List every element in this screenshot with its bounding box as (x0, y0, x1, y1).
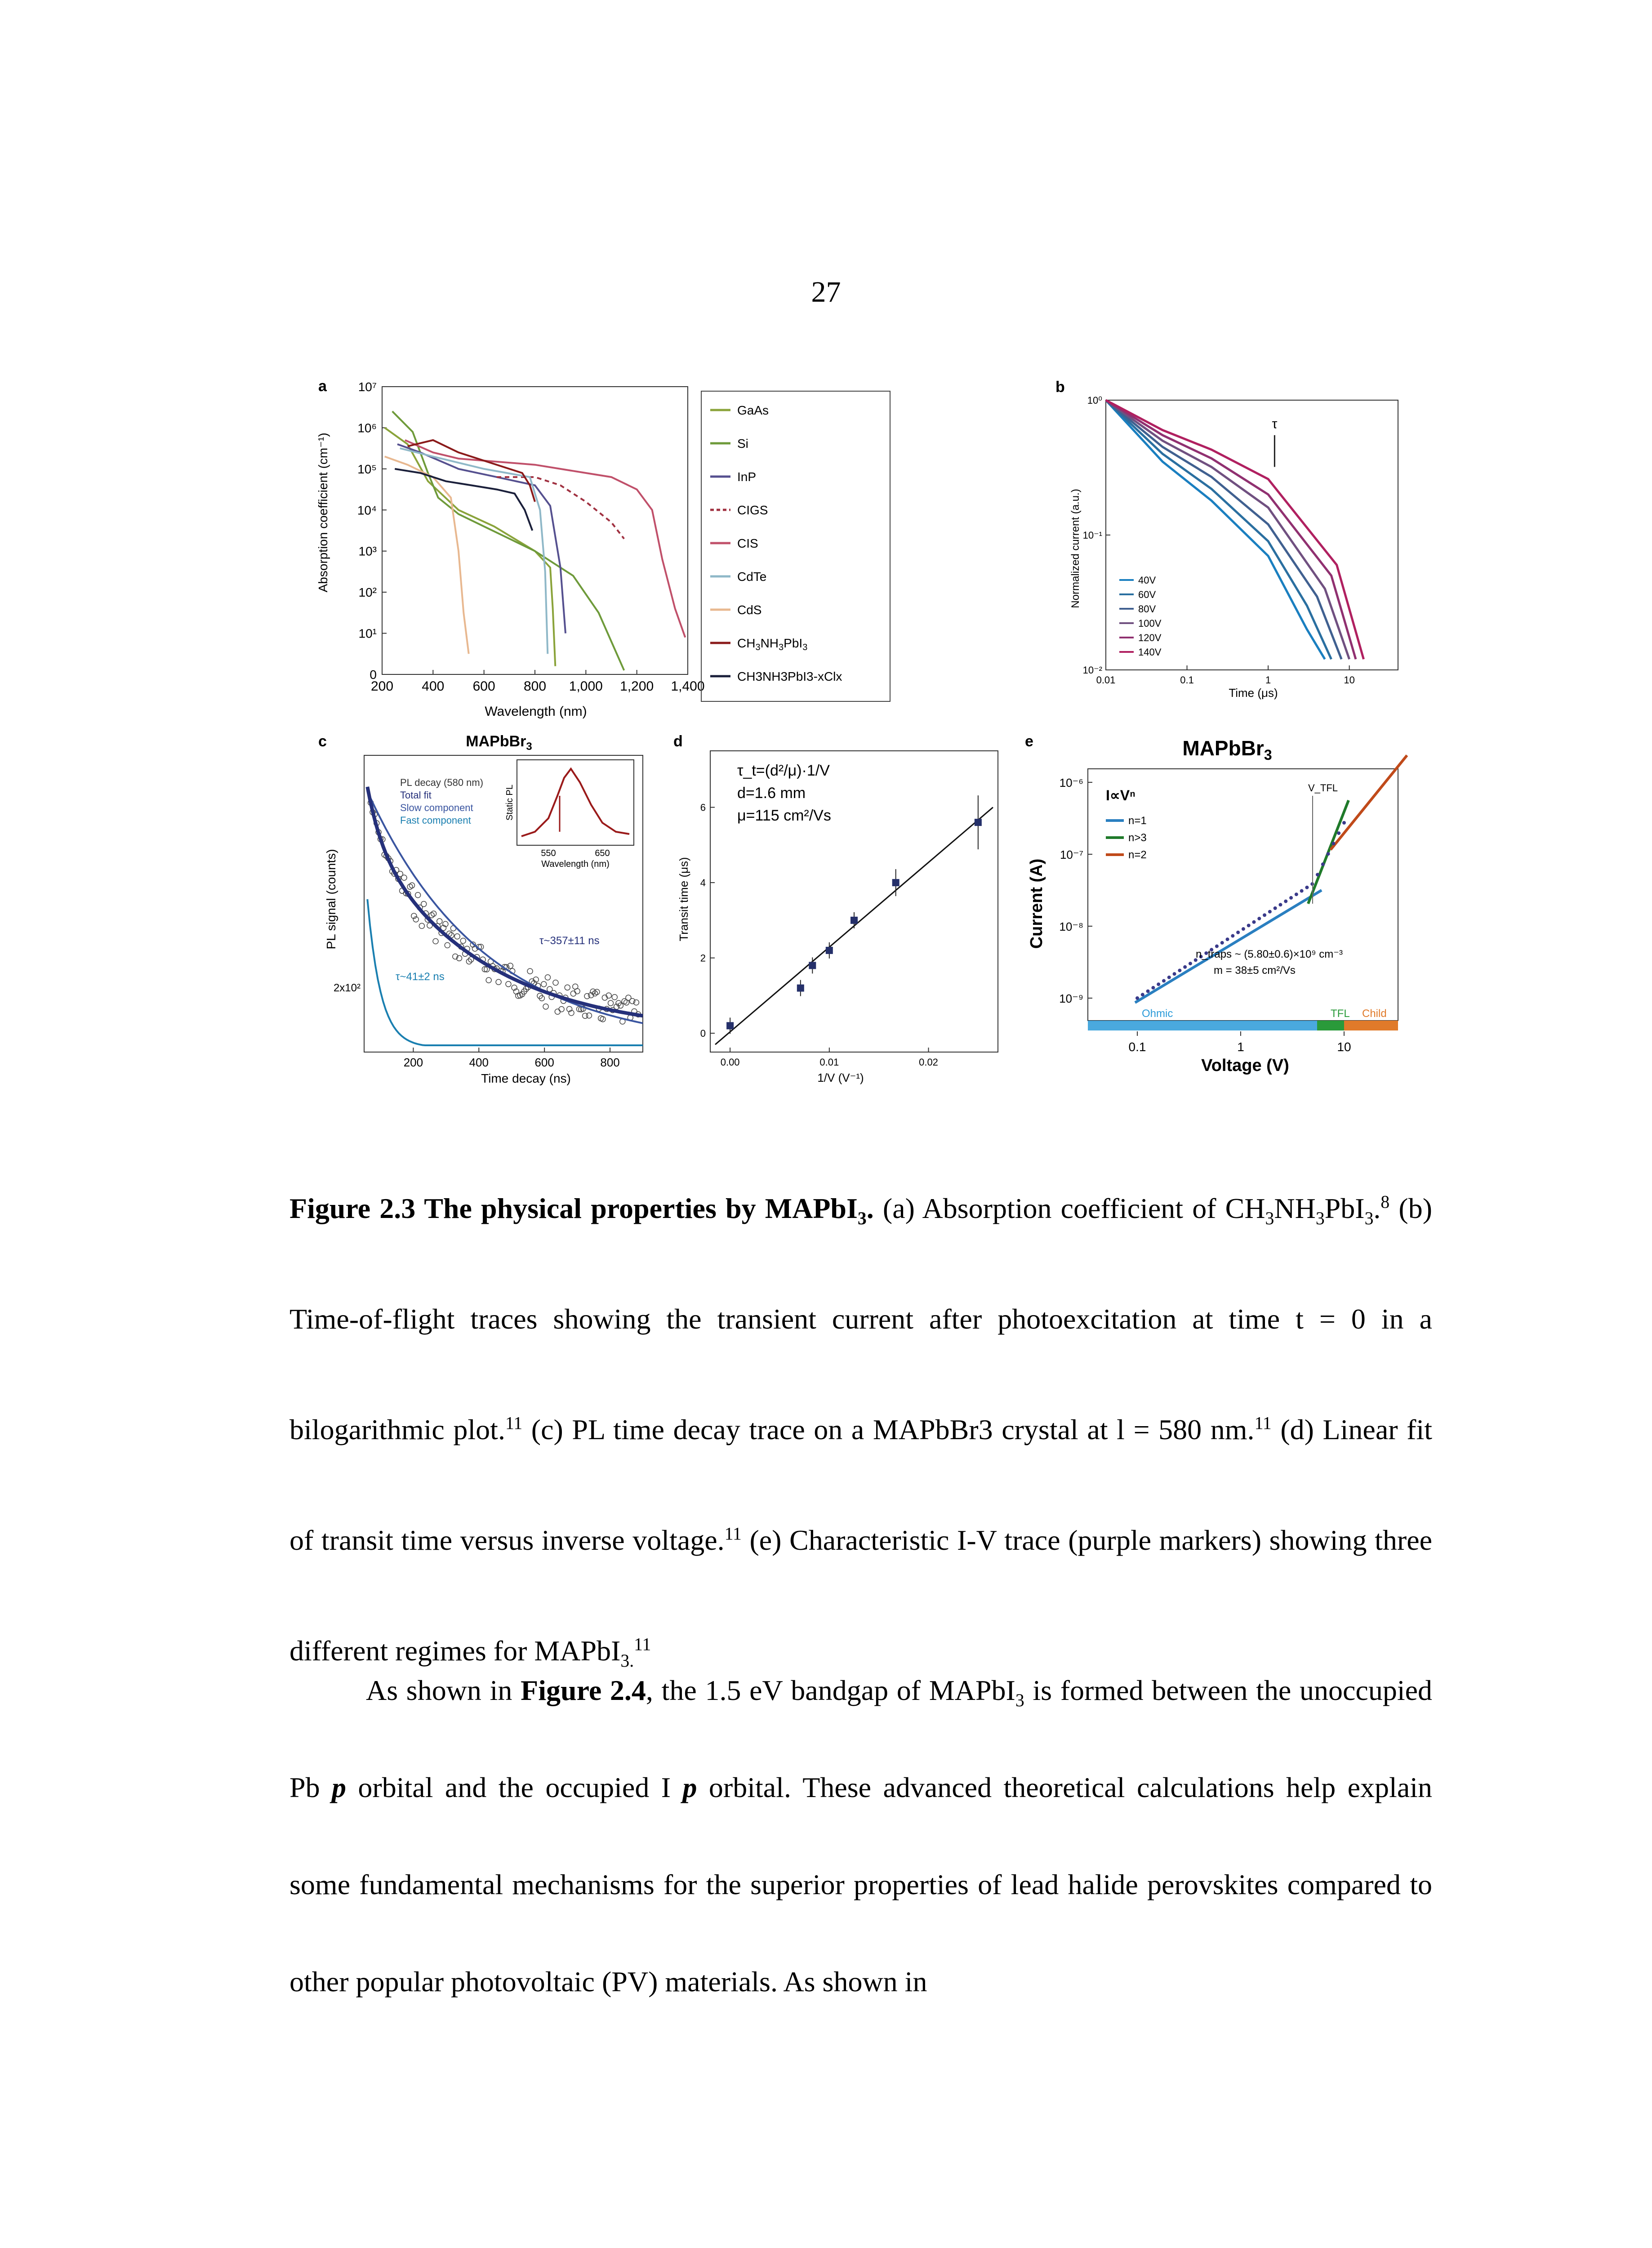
panel-letter-b: b (1055, 379, 1065, 396)
figure-panel-e (1020, 733, 1416, 1102)
data-point (1242, 927, 1245, 931)
series-line-CdS (385, 456, 469, 654)
data-point (1274, 906, 1277, 910)
y-tick-label: 0 (700, 1028, 706, 1039)
data-point (726, 1022, 734, 1029)
y-tick-label: 10⁻⁸ (1059, 920, 1083, 933)
data-point (1327, 852, 1330, 856)
figure-panel-d (670, 733, 1011, 1102)
page-number: 27 (811, 276, 841, 308)
inset-x-tick-label: 650 (595, 848, 610, 858)
data-point (1220, 941, 1224, 945)
inset-y-label: Static PL (505, 784, 515, 821)
data-point (415, 892, 421, 898)
y-tick-label: 10⁻¹ (1082, 530, 1102, 541)
x-tick-label: 0.02 (919, 1057, 938, 1068)
data-point (1337, 831, 1340, 835)
regime-label: Ohmic (1142, 1008, 1173, 1020)
data-point (559, 1007, 564, 1012)
data-point (1135, 996, 1139, 1000)
data-point (1183, 965, 1187, 969)
data-point (401, 875, 407, 880)
y-axis-label: Normalized current (a.u.) (1069, 489, 1082, 608)
x-axis-label: Voltage (V) (1201, 1056, 1289, 1075)
legend-label: 80V (1138, 603, 1156, 615)
x-tick-label: 200 (370, 679, 394, 694)
data-point (1226, 937, 1229, 941)
data-point (850, 917, 858, 924)
data-point (1295, 892, 1298, 896)
panel-letter-e: e (1025, 733, 1033, 750)
data-point (1316, 873, 1319, 876)
figure-panel-a (315, 378, 899, 728)
legend-label: n=1 (1128, 815, 1147, 827)
data-point (797, 985, 804, 992)
data-point (1278, 903, 1282, 906)
data-point (1162, 979, 1166, 983)
data-point (1305, 886, 1309, 889)
y-tick-label: 2 (700, 952, 706, 964)
plot-frame (382, 387, 688, 674)
data-point (421, 901, 427, 907)
x-tick-label: 200 (403, 1056, 423, 1069)
legend-label: n=2 (1128, 849, 1147, 861)
legend-label: CIGS (737, 503, 768, 517)
fit-line-n1 (1135, 890, 1322, 1003)
data-point (826, 947, 833, 954)
data-point (496, 979, 501, 985)
data-point (1284, 900, 1287, 903)
y-axis-label: PL signal (counts) (324, 849, 338, 950)
data-point (1141, 993, 1144, 996)
x-tick-label: 10 (1337, 1040, 1351, 1054)
data-point (1321, 862, 1325, 866)
data-point (541, 981, 547, 987)
x-tick-label: 1,200 (620, 679, 654, 694)
legend-label: CH3NH3PbI3-xClx (737, 669, 842, 683)
data-point (975, 819, 982, 826)
data-point (1252, 920, 1256, 924)
data-point (1268, 910, 1272, 914)
data-point (419, 923, 424, 928)
x-tick-label: 1 (1237, 1040, 1244, 1054)
x-tick-label: 400 (469, 1056, 489, 1069)
data-point (565, 985, 570, 990)
panel-letter-d: d (673, 733, 683, 750)
vtfl-label: V_TFL (1308, 782, 1338, 794)
data-point (1247, 923, 1251, 927)
regime-label: TFL (1331, 1008, 1350, 1020)
mobility-label: m = 38±5 cm²/Vs (1214, 964, 1296, 977)
figure-panel-b (1052, 378, 1412, 719)
y-axis-label: Transit time (μs) (677, 857, 690, 941)
data-point (1173, 972, 1176, 976)
x-tick-label: 0.01 (1096, 674, 1116, 686)
data-point (809, 962, 816, 969)
x-tick-label: 0.00 (720, 1057, 740, 1068)
legend-label: $CH_3NH_3PbI_3$ (737, 636, 808, 652)
y-tick-label: 2x10² (333, 982, 361, 994)
data-point (1231, 934, 1234, 938)
legend-label: 100V (1138, 618, 1162, 629)
legend-label: CIS (737, 536, 758, 550)
data-point (1331, 842, 1335, 845)
legend-box (701, 391, 890, 701)
legend-label: CdTe (737, 570, 767, 584)
legend-label: Si (737, 437, 748, 450)
fast-tau-label: τ~41±2 ns (396, 971, 445, 983)
legend-label: 60V (1138, 589, 1156, 600)
fit-line-n2 (1331, 755, 1407, 850)
data-point (433, 939, 438, 944)
legend-label: PL decay (580 nm) (400, 777, 484, 788)
data-point (1257, 917, 1261, 920)
absorption-chart (315, 378, 899, 728)
panel-letter-c: c (318, 733, 327, 750)
y-tick-label: 10² (358, 585, 377, 600)
y-tick-label: 10⁴ (357, 503, 377, 517)
data-point (460, 938, 466, 943)
figure-caption: Figure 2.3 The physical properties by MAPbI$_3$. (a) Absorption coefficient of $CH_3NH_3PbI_3.^8$ (b) Time-of-flight traces showing the transient current after photoexcitation at time t = 0 in a bilogarithmic plot.$^{11}$ (c) PL time decay trace on a MAPbBr3 crystal at l = 580 nm.$^{11}$ (d) Linear fit of transit time versus inverse voltage.$^{11}$ (e) Characteristic I-V trace (purple markers) showing three different regimes for MAPbI$_{3.}^{11}$ (289, 1192, 1433, 1671)
pl-decay-chart (315, 733, 665, 1102)
x-tick-label: 0.1 (1180, 674, 1194, 686)
formula-label: τ_t=(d²/μ)·1/V (737, 762, 830, 779)
body-text (289, 1642, 1432, 2030)
data-point (539, 995, 544, 1001)
y-tick-label: 10⁻⁹ (1059, 992, 1083, 1005)
legend-label: GaAs (737, 403, 769, 417)
series-line-CIGS (497, 477, 624, 539)
transit-time-chart (670, 733, 1011, 1102)
y-tick-label: 10⁻⁶ (1059, 776, 1083, 789)
ohmic-band (1088, 1021, 1317, 1030)
x-axis-label: Time decay (ns) (481, 1071, 571, 1085)
data-point (527, 968, 533, 974)
data-point (1151, 986, 1155, 990)
panel-title: MAPbBr$_3$ (1182, 736, 1272, 763)
data-point (1300, 889, 1304, 893)
data-point (1263, 913, 1266, 917)
mobility-label: μ=115 cm²/Vs (737, 807, 831, 824)
data-point (1157, 982, 1160, 986)
tfl-band (1317, 1021, 1344, 1030)
y-tick-label: 10⁶ (357, 421, 377, 435)
data-point (892, 879, 899, 886)
x-tick-label: 0.1 (1128, 1040, 1146, 1054)
x-tick-label: 600 (472, 679, 495, 694)
y-tick-label: 10⁰ (1087, 395, 1102, 406)
paragraph: As shown in Figure 2.4, the 1.5 eV bandgap of MAPbI$_3$ is formed between the unoccupied Pb p orbital and the occupied I p orbital. These advanced theoretical calculations help explain some fundamental mechanisms for the superior properties of lead halide perovskites compared to other popular photovoltaic (PV) materials. As shown in (289, 1674, 1433, 1998)
y-tick-label: 6 (700, 802, 706, 813)
y-tick-label: 10⁻⁷ (1060, 848, 1083, 861)
data-point (584, 994, 590, 999)
legend-label: 40V (1138, 575, 1156, 586)
data-point (1178, 968, 1181, 972)
tau-annotation: τ (1272, 416, 1278, 432)
data-point (1167, 976, 1171, 979)
formula-label: I∝Vⁿ (1106, 787, 1135, 803)
legend-label: Fast component (400, 815, 471, 826)
data-point (506, 981, 511, 987)
caption-label: Figure 2.3 The physical properties by MAPbI$_3$. (289, 1192, 874, 1228)
data-point (574, 989, 580, 994)
y-axis-label: Current (A) (1027, 858, 1046, 949)
traps-label: n_traps ~ (5.80±0.6)×10⁹ cm⁻³ (1196, 948, 1343, 960)
data-point (543, 1004, 548, 1009)
panel-title: MAPbBr$_3$ (466, 733, 532, 753)
data-point (454, 934, 460, 939)
y-tick-label: 10³ (358, 544, 377, 558)
legend-label: CdS (737, 603, 762, 617)
x-axis-label: Time (μs) (1229, 686, 1278, 700)
tof-chart (1052, 378, 1412, 719)
y-tick-label: 10⁵ (357, 462, 377, 476)
x-tick-label: 10 (1344, 674, 1355, 686)
regime-label: Child (1362, 1008, 1387, 1020)
y-tick-label: 10⁻² (1082, 665, 1102, 676)
legend-label: n>3 (1128, 832, 1147, 844)
x-tick-label: 400 (422, 679, 445, 694)
x-axis-label: Wavelength (nm) (485, 704, 587, 719)
slow-tau-label: τ~357±11 ns (539, 935, 600, 947)
data-point (1215, 945, 1219, 948)
data-point (612, 995, 617, 1000)
data-point (486, 977, 491, 983)
figure-panel-c (315, 733, 665, 1102)
inset-x-tick-label: 550 (541, 848, 556, 858)
x-tick-label: 800 (523, 679, 547, 694)
legend-label: 120V (1138, 632, 1162, 643)
series-line-CIS (405, 440, 685, 638)
inset-x-label: Wavelength (nm) (541, 859, 610, 869)
data-point (1189, 962, 1192, 965)
plot-frame (1088, 769, 1398, 1021)
legend-label: InP (737, 470, 757, 484)
legend-label: 140V (1138, 647, 1162, 658)
y-tick-label: 0 (370, 668, 377, 682)
legend-label: Slow component (400, 802, 473, 813)
x-tick-label: 0.01 (819, 1057, 839, 1068)
legend-label: Total fit (400, 789, 432, 801)
data-point (586, 1013, 592, 1018)
y-tick-label: 10⁷ (358, 380, 377, 394)
data-point (553, 980, 558, 986)
x-tick-label: 1,000 (569, 679, 603, 694)
x-tick-label: 800 (600, 1056, 620, 1069)
data-point (555, 1009, 560, 1014)
series-line-CH3NH3PbI3-xClx (395, 469, 532, 531)
data-point (545, 975, 550, 980)
x-tick-label: 600 (534, 1056, 554, 1069)
y-tick-label: 4 (700, 877, 706, 889)
data-point (570, 991, 576, 996)
x-tick-label: 1,400 (671, 679, 705, 694)
child-band (1344, 1021, 1398, 1030)
y-tick-label: 10¹ (358, 626, 377, 641)
data-point (1342, 821, 1346, 825)
data-point (445, 942, 450, 948)
x-tick-label: 1 (1265, 674, 1271, 686)
fit-line-n3 (1308, 800, 1349, 904)
data-point (1236, 931, 1240, 934)
iv-chart (1020, 733, 1416, 1102)
y-axis-label: Absorption coefficient (cm⁻¹) (316, 433, 330, 593)
data-point (600, 1017, 606, 1022)
data-point (537, 993, 543, 999)
data-point (608, 1000, 614, 1006)
data-point (1146, 990, 1150, 993)
panel-letter-a: a (318, 378, 327, 395)
data-point (1289, 896, 1293, 900)
thickness-label: d=1.6 mm (737, 785, 806, 802)
data-point (437, 919, 442, 924)
x-axis-label: 1/V (V⁻¹) (817, 1071, 864, 1084)
